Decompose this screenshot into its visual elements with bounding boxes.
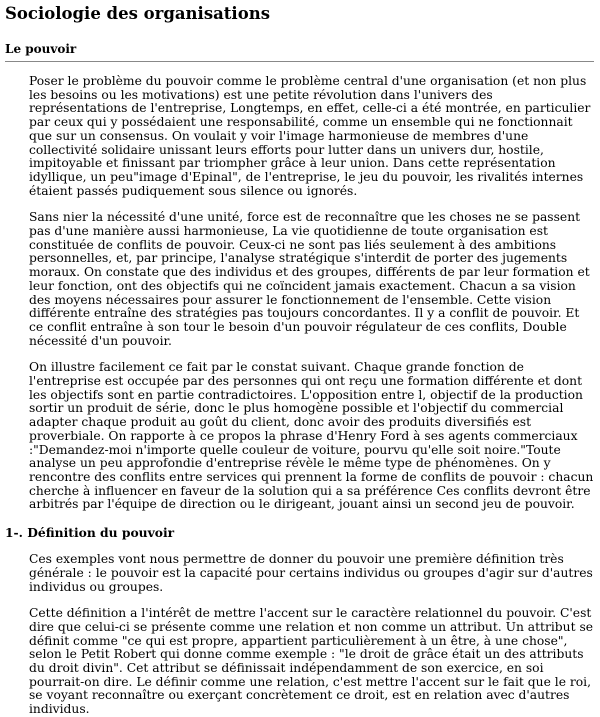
paragraph: Ces exemples vont nous permettre de donner du pouvoir une première définition très générale : le pouvoir est la capacité pour certains individus ou groupes d'agir sur d'autres individus ou groupes. xyxy=(29,552,593,594)
paragraph: Sans nier la nécessité d'une unité, force est de reconnaître que les choses ne se passent pas d'une manière aussi harmonieuse, La vie quotidienne de toute organisation est constituée de conflits de pouvoir. Ceux-ci ne sont pas liés seulement à des ambitions personnelles, et, par principe, l'analyse stratégique s'interdit de porter des jugements moraux. On constate que des individus et des groupes, différents de par leur formation et leur fonction, ont des objectifs qui ne coïncident jamais exactement. Chacun a sa vision des moyens nécessaires pour assurer le fonctionnement de l'ensemble. Cette vision différente entraîne des stratégies pas toujours concordantes. Il y a conflit de pouvoir. Et ce conflit entraîne à son tour le besoin d'un pouvoir régulateur de ces conflits, Double nécessité d'un pouvoir. xyxy=(29,210,590,348)
paragraph: Cette définition a l'intérêt de mettre l'accent sur le caractère relationnel du pouvoir. C'est dire que celui-ci se présente comme une relation et non comme un attribut. Un attribut se définit comme "ce qui est propre, appartient particulièrement à un être, à une chose", selon le Petit Robert qui donne comme exemple : "le droit de grâce était un des attributs du droit divin". Cet attribut se définissait indépendamment de son exercice, en soi pourrait-on dire. Le définir comme une relation, c'est mettre l'accent sur le fait que le roi, se voyant reconnaître ou exerçant concrètement ce droit, est en relation avec d'autres individus. xyxy=(29,606,594,717)
paragraph: Poser le problème du pouvoir comme le problème central d'une organisation (et non plus les besoins ou les motivations) est une petite révolution dans l'univers des représentations de l'entreprise, Longtemps, en effet, celle-ci a été montrée, en particulier par ceux qui y possédaient une responsabilité, comme un ensemble qui ne fonctionnait que sur un consensus. On voulait y voir l'image harmonieuse de membres d'une collectivité solidaire unissant leurs efforts pour lutter dans un univers dur, hostile, impitoyable et finissant par triompher grâce à leur union. Dans cette représentation idyllique, un peu"image d'Epinal", de l'entreprise, le jeu du pouvoir, les rivalités internes étaient passés pudiquement sous silence ou ignorés. xyxy=(29,74,591,198)
subsection-title: 1-. Définition du pouvoir xyxy=(5,525,175,541)
section-divider xyxy=(5,61,594,62)
document-title: Sociologie des organisations xyxy=(5,4,270,23)
paragraph: On illustre facilement ce fait par le constat suivant. Chaque grande fonction de l'entreprise est occupée par des personnes qui ont reçu une formation différente et dont les objectifs sont en partie contradictoires. L'opposition entre l, objectif de la production sortir un produit de série, donc le plus homogène possible et l'objectif du commercial adapter chaque produit au goût du client, donc avoir des produits diversifiés est proverbiale. On rapporte à ce propos la phrase d'Henry Ford à ses agents commerciaux :"Demandez-moi n'importe quelle couleur de voiture, pourvu qu'elle soit noire."Toute analyse un peu approfondie d'entreprise révèle le même type de phénomènes. On y rencontre des conflits entre services qui prennent la forme de conflits de pouvoir : chacun cherche à influencer en faveur de la solution qui a sa préférence Ces conflits devront être arbitrés par l'équipe de direction ou le dirigeant, jouant ainsi un second jeu de pouvoir. xyxy=(29,360,594,512)
section-title: Le pouvoir xyxy=(5,42,77,56)
